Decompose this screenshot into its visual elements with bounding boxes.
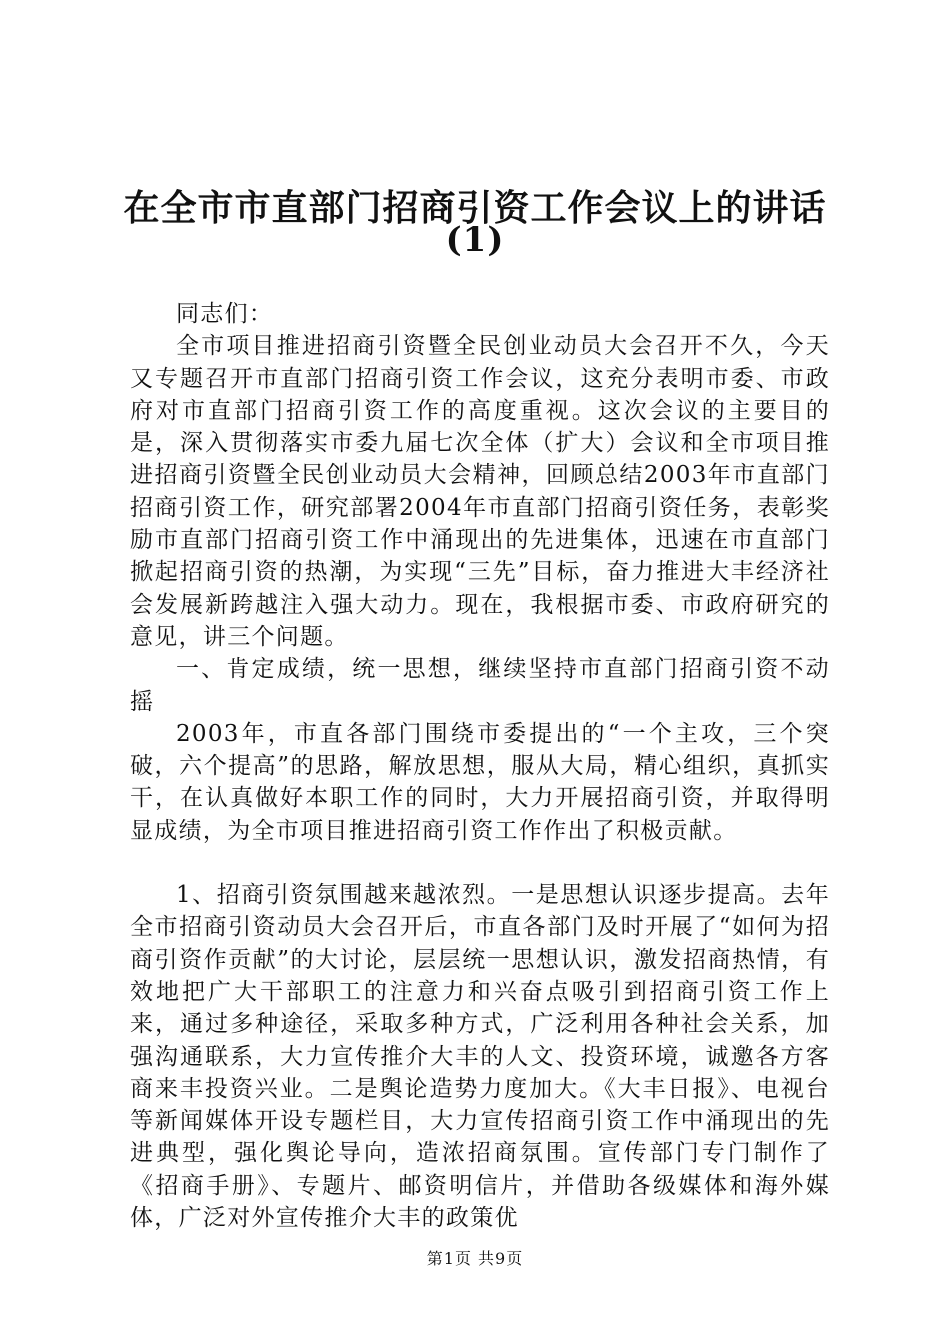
paragraph-intro: 全市项目推进招商引资暨全民创业动员大会召开不久，今天又专题召开市直部门招商引资工作会议，这充分表明市委、市政府对市直部门招商引资工作的高度重视。这次会议的主要目的是，深入贯彻落实市委九届七次全体（扩大）会议和全市项目推进招商引资暨全民创业动员大会精神，回顾总结2003年市直部门招商引资工作，研究部署2004年市直部门招商引资任务，表彰奖励市直部门招商引资工作中涌现出的先进集体，迅速在市直部门掀起招商引资的热潮，为实现“三先”目标，奋力推进大丰经济社会发展新跨越注入强大动力。现在，我根据市委、市政府研究的意见，讲三个问题。: [130, 333, 830, 650]
paragraph-2003: 2003年，市直各部门围绕市委提出的“一个主攻，三个突破，六个提高”的思路，解放思想，服从大局，精心组织，真抓实干，在认真做好本职工作的同时，大力开展招商引资，并取得明显成绩，为全市项目推进招商引资工作作出了积极贡献。: [130, 720, 830, 844]
salutation: 同志们：: [176, 301, 274, 327]
page-footer: 第1页 共9页: [426, 1249, 524, 1268]
document-title-continued: (1): [445, 220, 505, 260]
section-heading: 一、肯定成绩，统一思想，继续坚持市直部门招商引资不动摇: [130, 656, 830, 715]
document-title: 在全市市直部门招商引资工作会议上的讲话: [123, 187, 827, 229]
document-body: [130, 298, 830, 1234]
paragraph-point-1: 1、招商引资氛围越来越浓烈。一是思想认识逐步提高。去年全市招商引资动员大会召开后，市直各部门及时开展了“如何为招商引资作贡献”的大讨论，层层统一思想认识，激发招商热情，有效地把广大干部职工的注意力和兴奋点吸引到招商引资工作上来，通过多种途径，采取多种方式，广泛利用各种社会关系，加强沟通联系，大力宣传推介大丰的人文、投资环境，诚邀各方客商来丰投资兴业。二是舆论造势力度加大。《大丰日报》、电视台等新闻媒体开设专题栏目，大力宣传招商引资工作中涌现出的先进典型，强化舆论导向，造浓招商氛围。宣传部门专门制作了《招商手册》、专题片、邮资明信片，并借助各级媒体和海外媒体，广泛对外宣传推介大丰的政策优: [130, 882, 830, 1232]
